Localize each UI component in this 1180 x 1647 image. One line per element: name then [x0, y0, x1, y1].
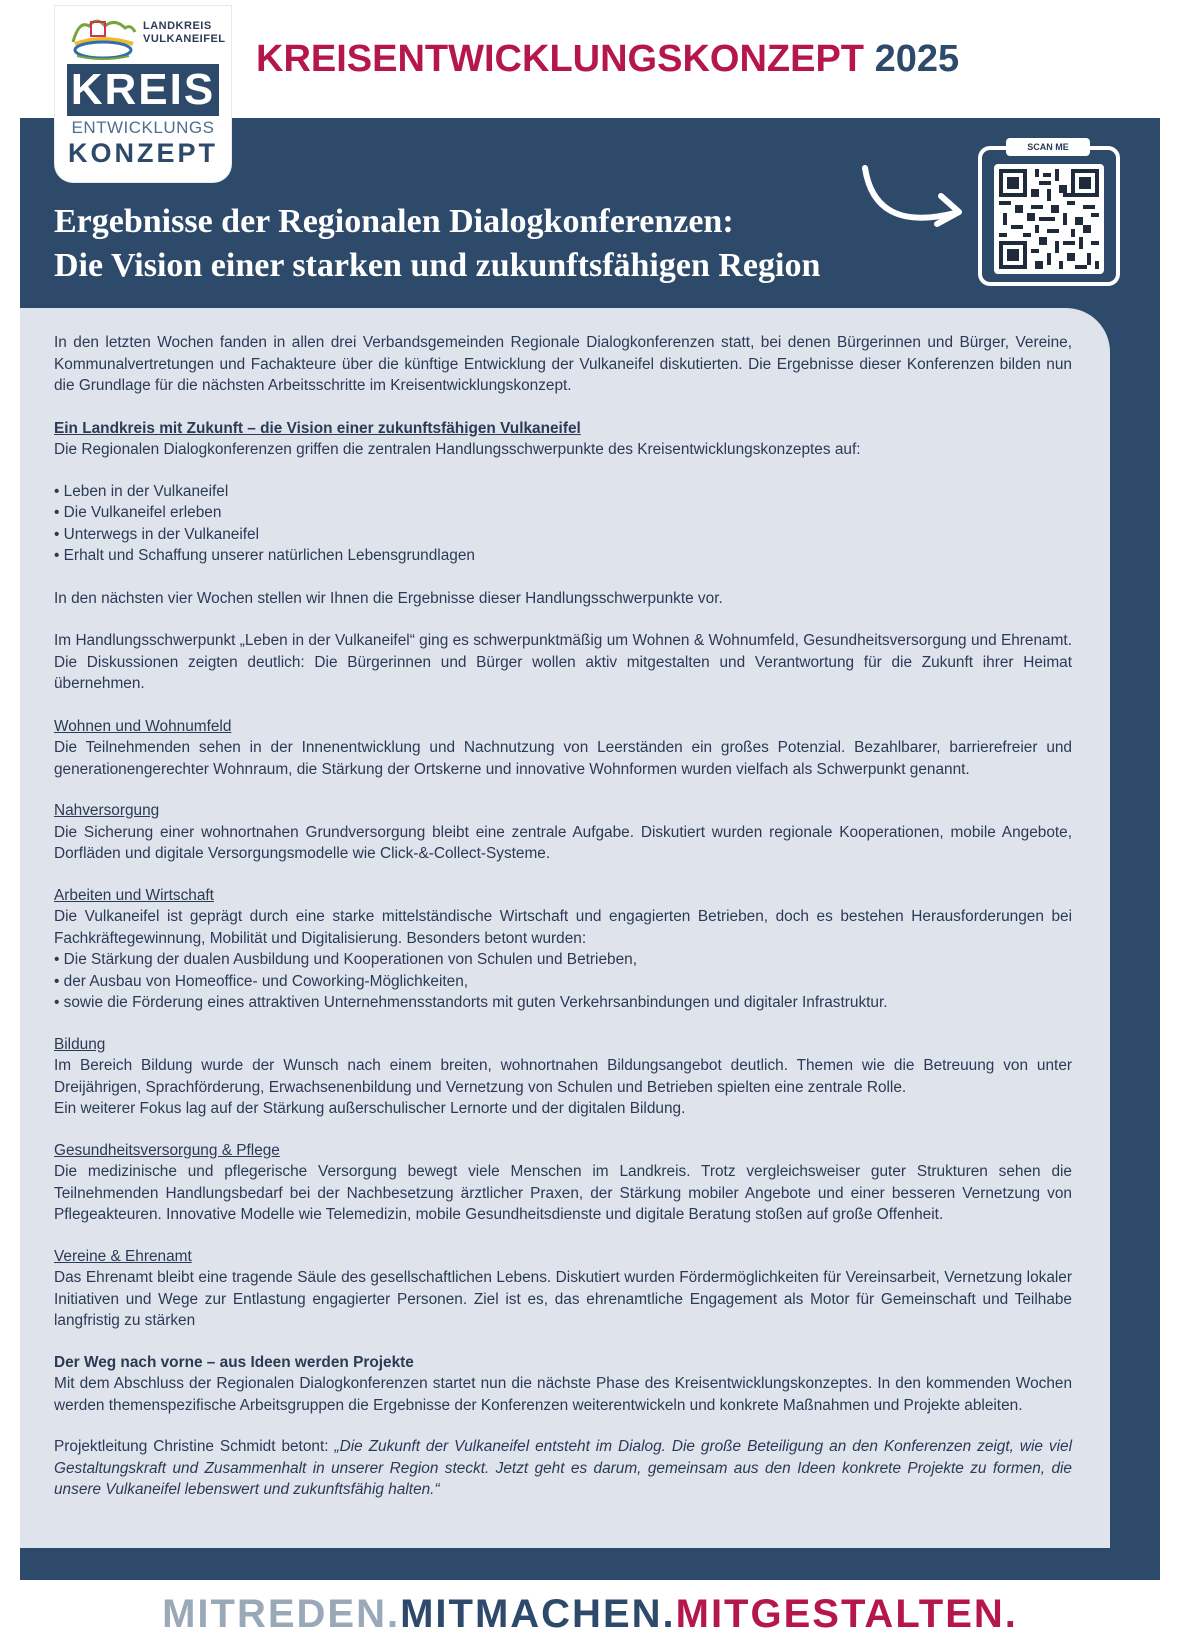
arbeiten-heading: Arbeiten und Wirtschaft	[54, 886, 214, 904]
quote-paragraph	[54, 1436, 1072, 1501]
vision-section	[54, 418, 1072, 461]
logo-konzept: KONZEPT	[67, 138, 218, 168]
qr-code-frame[interactable]	[978, 142, 1120, 286]
curved-arrow-icon	[855, 158, 985, 238]
article-body	[54, 332, 1072, 1522]
list-item: • Die Vulkaneifel erleben	[54, 502, 1072, 524]
list-item: • Leben in der Vulkaneifel	[54, 481, 1072, 503]
wohnen-text: Die Teilnehmenden sehen in der Innenentwicklung und Nachnutzung von Leerständen ein großes Potenzial. Bezahlbarer, barrierefreier und generationengerechter Wohnraum, die Stärkung der Ortskerne und innovative Wohnformen wurden vielfach als Schwerpunkt genannt.	[54, 739, 1072, 778]
quote-text: „Die Zukunft der Vulkaneifel entsteht im Dialog. Die große Beteiligung an den Konferenzen zeigt, wie viel Gestaltungskraft und Zusammenhalt in unserer Region steckt. Jetzt geht es darum, gemeinsam aus den Ideen konkrete Projekte zu formen, die unsere Vulkaneifel lebenswert und zukunftsfähig halten.“	[54, 1438, 1073, 1498]
kreis-logo	[55, 6, 231, 182]
arbeiten-text: Die Vulkaneifel ist geprägt durch eine starke mittelständische Wirtschaft und engagierten Betrieben, doch es bestehen Herausforderungen bei Fachkräftegewinnung, Mobilität und Digitalisierung. Besonders betont wurden:	[54, 908, 1072, 947]
gesundheit-heading: Gesundheitsversorgung & Pflege	[54, 1141, 280, 1159]
list-item: • Erhalt und Schaffung unserer natürlichen Lebensgrundlagen	[54, 545, 1072, 567]
slogan-mitmachen: MITMACHEN.	[400, 1592, 676, 1636]
slogan-mitreden: MITREDEN.	[162, 1592, 401, 1636]
slogan-mitgestalten: MITGESTALTEN.	[675, 1592, 1018, 1636]
vereine-heading: Vereine & Ehrenamt	[54, 1247, 192, 1265]
vereine-text: Das Ehrenamt bleibt eine tragende Säule des gesellschaftlichen Lebens. Diskutiert wurden Fördermöglichkeiten für Vereinsarbeit, Vernetzung lokaler Initiativen und Wege zur Entlastung engagierter Personen. Ziel ist es, das ehrenamtliche Engagement als Motor für Gemeinschaft und Teilhabe langfristig zu stärken	[54, 1269, 1072, 1329]
focus-list	[54, 481, 1072, 567]
bildung-section	[54, 1034, 1072, 1120]
vision-text: Die Regionalen Dialogkonferenzen griffen die zentralen Handlungsschwerpunkte des Kreisentwicklungskonzeptes auf:	[54, 441, 861, 458]
vision-heading: Ein Landkreis mit Zukunft – die Vision einer zukunftsfähigen Vulkaneifel	[54, 419, 581, 437]
gesundheit-text: Die medizinische und pflegerische Versorgung bewegt viele Menschen im Landkreis. Trotz vergleichsweiser guter Strukturen sehen die Teilnehmenden Handlungsbedarf bei der Nachbesetzung ärztlicher Praxen, der Stärkung mobiler Angebote und einer besseren Vernetzung von Pflegeakteuren. Innovative Modelle wie Telemedizin, mobile Gesundheitsdienste und digitale Beratung stoßen auf große Offenheit.	[54, 1163, 1072, 1223]
footer-slogan	[0, 1592, 1180, 1637]
bildung-text: Im Bereich Bildung wurde der Wunsch nach einem breiten, wohnortnahen Bildungsangebot deutlich. Themen wie die Betreuung von unter Dreijährigen, Sprachförderung, Erwachsenenbildung und Vernetzung von Schulen und Betrieben spielten eine zentrale Rolle.	[54, 1057, 1072, 1096]
nahversorgung-text: Die Sicherung einer wohnortnahen Grundversorgung bleibt eine zentrale Aufgabe. Diskutiert wurden regionale Kooperationen, mobile Angebote, Dorfläden und digitale Versorgungsmodelle wie Click-&-Collect-Systeme.	[54, 823, 1072, 862]
qr-code-icon[interactable]	[994, 164, 1104, 274]
content-card	[20, 308, 1110, 1548]
logo-kreis: KREIS	[67, 64, 219, 116]
arbeiten-list	[54, 949, 1072, 1014]
page-title: KREISENTWICKLUNGSKONZEPT 2025	[256, 38, 960, 80]
bildung-text-2: Ein weiterer Fokus lag auf der Stärkung außerschulischer Lernorte und der digitalen Bildung.	[54, 1100, 686, 1117]
leben-paragraph: Im Handlungsschwerpunkt „Leben in der Vulkaneifel“ ging es schwerpunktmäßig um Wohnen & Wohnumfeld, Gesundheitsversorgung und Ehrenamt. Die Diskussionen zeigten deutlich: Die Bürgerinnen und Bürger wollen aktiv mitgestalten und Verantwortung für die Zukunft ihrer Heimat übernehmen.	[54, 632, 1072, 692]
nahversorgung-heading: Nahversorgung	[54, 802, 160, 819]
landscape-logo-icon	[69, 12, 137, 62]
arbeiten-section	[54, 885, 1072, 1014]
quote-intro: Projektleitung Christine Schmidt betont:	[54, 1438, 335, 1455]
gesundheit-section	[54, 1140, 1072, 1226]
list-item: • sowie die Förderung eines attraktiven Unternehmensstandorts mit guten Verkehrsanbindungen und digitaler Infrastruktur.	[54, 992, 1072, 1014]
list-item: • Die Stärkung der dualen Ausbildung und Kooperationen von Schulen und Betrieben,	[54, 949, 1072, 971]
weg-text: Mit dem Abschluss der Regionalen Dialogkonferenzen startet nun die nächste Phase des Kreisentwicklungskonzeptes. In den kommenden Wochen werden themenspezifische Arbeitsgruppen die Ergebnisse der Konferenzen weiterentwickeln und konkrete Maßnahmen und Projekte ableiten.	[54, 1375, 1072, 1414]
list-item: • der Ausbau von Homeoffice- und Coworking-Möglichkeiten,	[54, 971, 1072, 993]
weg-heading: Der Weg nach vorne – aus Ideen werden Projekte	[54, 1353, 414, 1371]
wohnen-heading: Wohnen und Wohnumfeld	[54, 717, 232, 735]
wohnen-section	[54, 716, 1072, 781]
intro-paragraph: In den letzten Wochen fanden in allen drei Verbandsgemeinden Regionale Dialogkonferenzen statt, bei denen Bürgerinnen und Bürger, Vereine, Kommunalvertretungen und Fachakteure über die künftige Entwicklung der Vulkaneifel diskutierten. Die Ergebnisse dieser Konferenzen bilden nun die Grundlage für die nächsten Arbeitsschritte im Kreisentwicklungskonzept.	[54, 334, 1072, 394]
banner-headline: Ergebnisse der Regionalen Dialogkonferenzen: Die Vision einer starken und zukunftsfähigen Region	[54, 203, 821, 284]
logo-entwicklungs: ENTWICKLUNGS	[71, 118, 215, 137]
scan-me-label: SCAN ME	[1006, 138, 1090, 156]
vereine-section	[54, 1246, 1072, 1332]
weg-section	[54, 1352, 1072, 1417]
bildung-heading: Bildung	[54, 1035, 106, 1053]
list-item: • Unterwegs in der Vulkaneifel	[54, 524, 1072, 546]
next-weeks-paragraph: In den nächsten vier Wochen stellen wir Ihnen die Ergebnisse dieser Handlungsschwerpunkte vor.	[54, 589, 723, 607]
nahversorgung-section	[54, 800, 1072, 865]
logo-landkreis-text: LANDKREIS VULKANEIFEL	[143, 20, 226, 45]
